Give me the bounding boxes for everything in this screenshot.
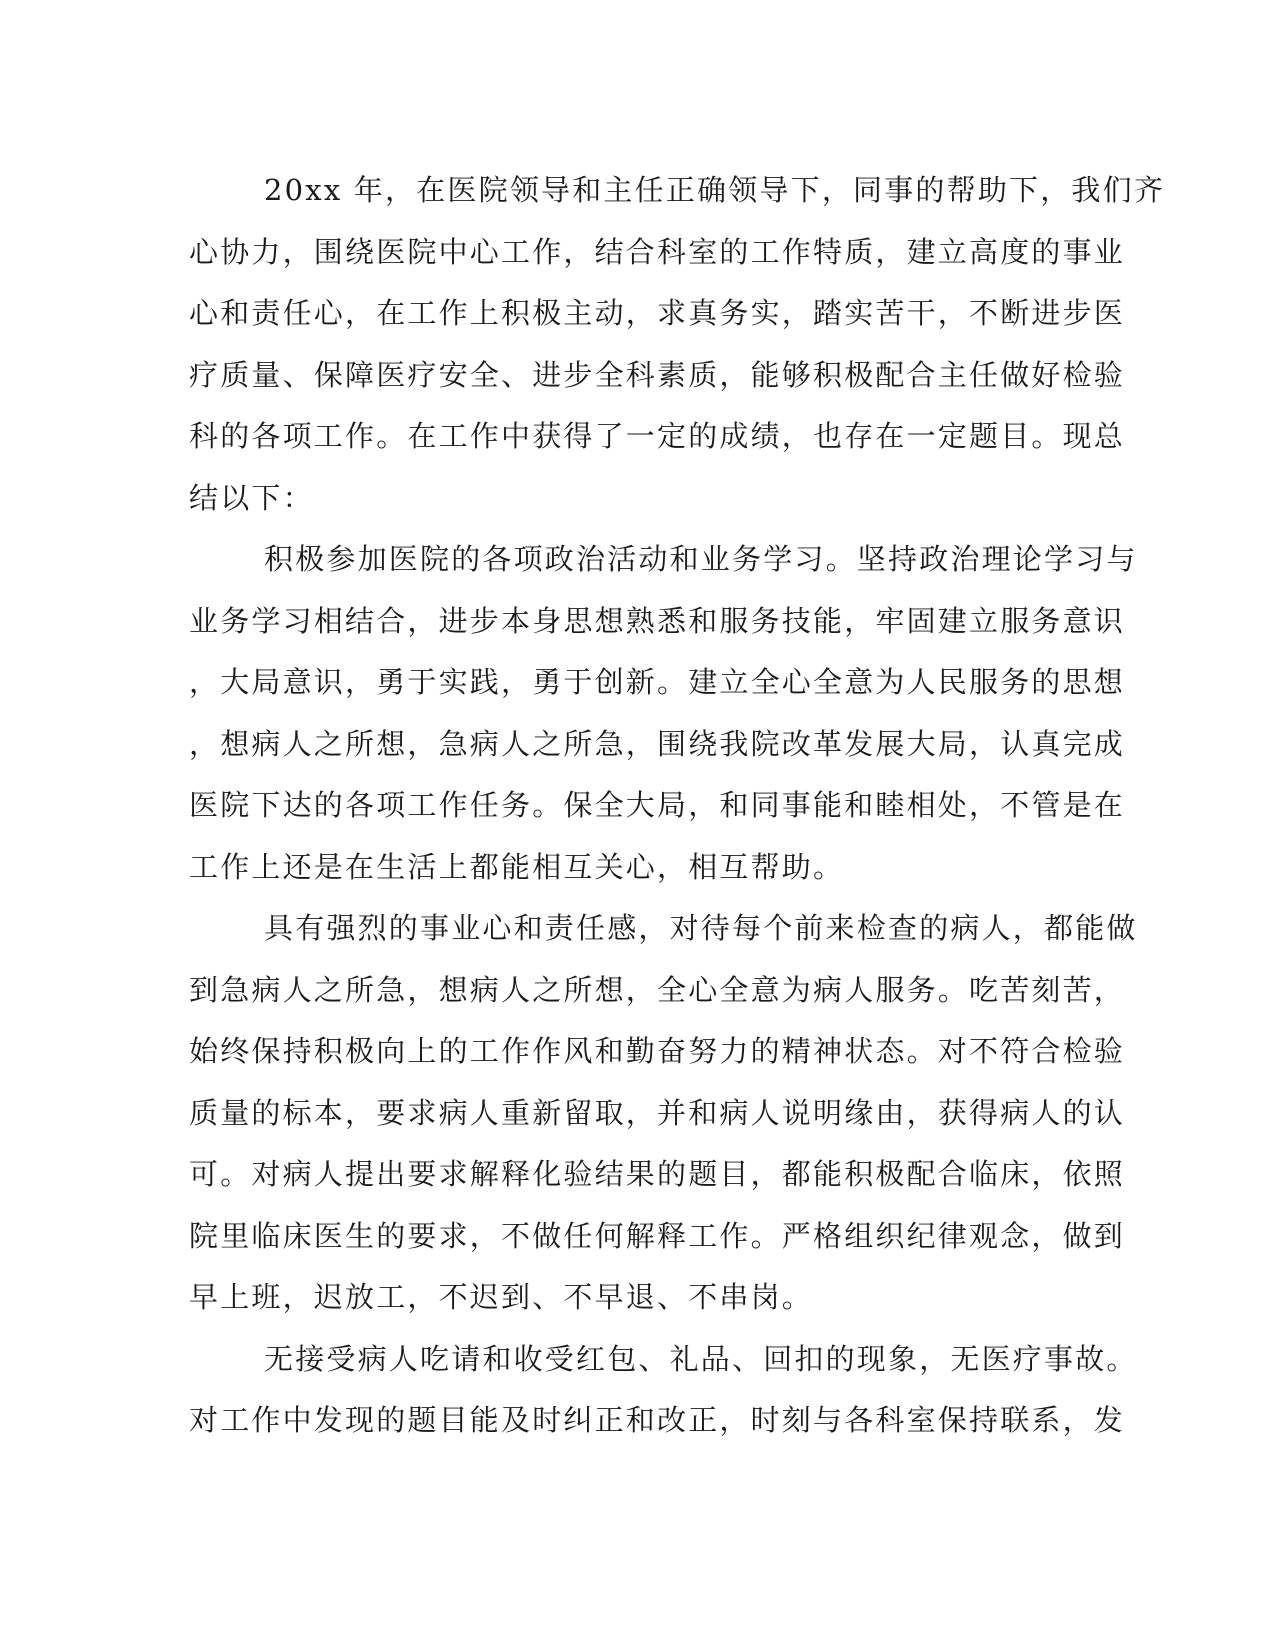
text-line: 对工作中发现的题目能及时纠正和改正，时刻与各科室保持联系，发	[189, 1403, 1126, 1437]
text-line: ，大局意识，勇于实践，勇于创新。建立全心全意为人民服务的思想	[189, 665, 1126, 699]
text-line: 科的各项工作。在工作中获得了一定的成绩，也存在一定题目。现总	[189, 419, 1126, 453]
text-line: 医院下达的各项工作任务。保全大局，和同事能和睦相处，不管是在	[189, 788, 1126, 822]
text-line: 到急病人之所急，想病人之所想，全心全意为病人服务。吃苦刻苦，	[189, 972, 1126, 1007]
text-line: 具有强烈的事业心和责任感，对待每个前来检查的病人，都能做	[264, 911, 1138, 945]
text-line: 心协力，围绕医院中心工作，结合科室的工作特质，建立高度的事业	[189, 234, 1126, 269]
text-line: 疗质量、保障医疗安全、进步全科素质，能够积极配合主任做好检验	[189, 357, 1126, 392]
text-line: 早上班，迟放工，不迟到、不早退、不串岗。	[189, 1280, 814, 1314]
text-line: 可。对病人提出要求解释化验结果的题目，都能积极配合临床，依照	[189, 1157, 1126, 1191]
text-line: 心和责任心，在工作上积极主动，求真务实，踏实苦干，不断进步医	[189, 296, 1126, 330]
text-line: 业务学习相结合，进步本身思想熟悉和服务技能，牢固建立服务意识	[189, 603, 1126, 638]
text-line: 工作上还是在生活上都能相互关心，相互帮助。	[189, 849, 845, 884]
text-line: 无接受病人吃请和收受红包、礼品、回扣的现象，无医疗事故。	[264, 1341, 1138, 1376]
text-line: ，想病人之所想，急病人之所急，围绕我院改革发展大局，认真完成	[189, 726, 1126, 761]
text-line: 积极参加医院的各项政治活动和业务学习。坚持政治理论学习与	[264, 542, 1138, 576]
document-body	[189, 160, 1166, 1452]
text-line: 20xx 年，在医院领导和主任正确领导下，同事的帮助下，我们齐	[264, 173, 1166, 207]
text-line: 质量的标本，要求病人重新留取，并和病人说明缘由，获得病人的认	[189, 1095, 1126, 1130]
text-line: 院里临床医生的要求，不做任何解释工作。严格组织纪律观念，做到	[189, 1218, 1126, 1253]
text-line: 结以下：	[189, 480, 314, 515]
text-line: 始终保持积极向上的工作作风和勤奋努力的精神状态。对不符合检验	[189, 1034, 1126, 1068]
